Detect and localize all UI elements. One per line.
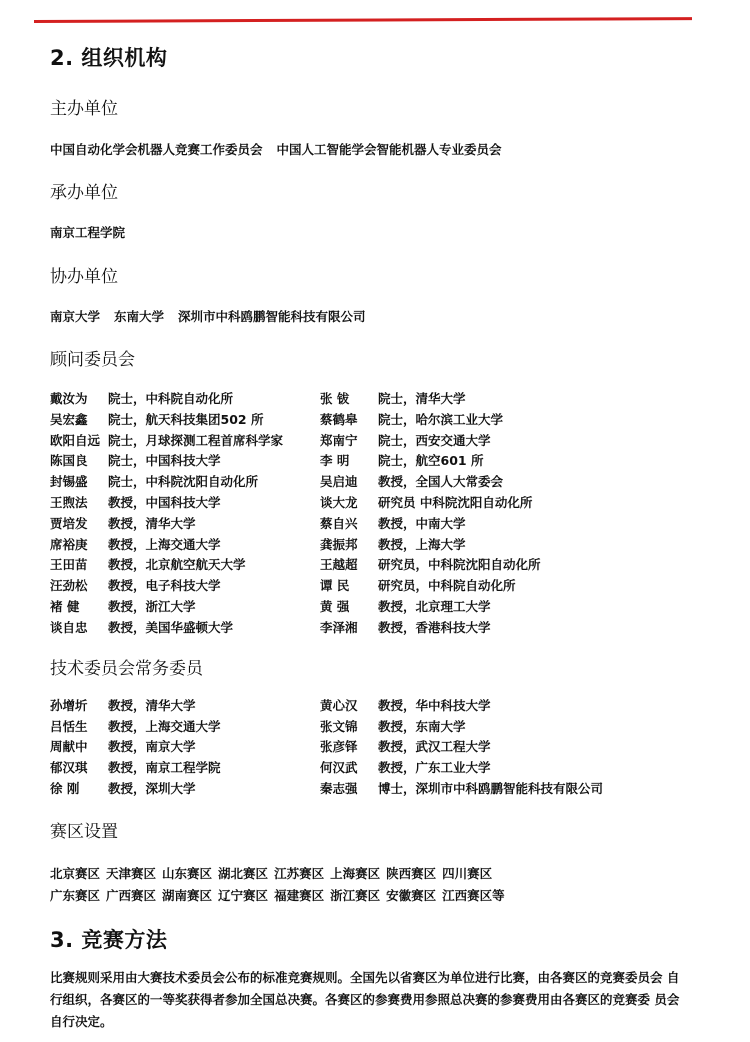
host-org: 中国人工智能学会智能机器人专业委员会 [276,142,502,157]
section-2-title: 2. 组织机构 [50,46,168,70]
regions-line-2 [50,886,511,904]
member-title: 院士，哈尔滨工业大学 [378,411,504,427]
member-title: 院士，中科院沈阳自动化所 [108,474,259,490]
region-item: 天津赛区 [106,866,157,881]
co-organizer-orgs [50,307,366,325]
member-name: 吕恬生 [50,718,88,734]
member-name: 汪劲松 [50,578,88,594]
regions-heading: 赛区设置 [50,822,118,842]
region-item: 辽宁赛区 [218,888,269,903]
member-title: 教授，清华大学 [108,515,196,531]
member-name: 欧阳自远 [50,432,101,448]
member-name: 郑南宁 [320,432,358,448]
member-title: 教授，全国人大常委会 [378,474,504,490]
member-title: 教授，上海交通大学 [108,718,221,734]
member-title: 教授，上海交通大学 [108,536,221,552]
member-name: 陈国良 [50,453,88,469]
organizer-org: 南京工程学院 [50,225,126,240]
region-item: 上海赛区 [330,866,381,881]
member-name: 孙增圻 [50,698,88,713]
member-title: 教授，电子科技大学 [108,578,221,594]
host-heading: 主办单位 [50,99,118,119]
member-title: 教授，华中科技大学 [378,698,491,713]
member-name: 郁汉琪 [50,760,88,776]
member-name: 张 钹 [320,391,350,406]
member-title: 教授，中国科技大学 [108,495,221,510]
member-name: 褚 健 [50,599,80,614]
competition-method-paragraph: 比赛规则采用由大赛技术委员会公布的标准竞赛规则。全国先以省赛区为单位进行比赛，由各赛区的竞赛委员会 自行组织，各赛区的一等奖获得者参加全国总决赛。各赛区的参赛费用参照总决赛的参赛费用由各赛区的竞赛委 员会自行决定。 [50,970,680,1029]
member-title: 教授，南京大学 [108,739,196,755]
member-name: 蔡自兴 [320,515,358,531]
member-title: 教授，美国华盛顿大学 [108,619,234,635]
member-title: 教授，广东工业大学 [378,760,491,776]
member-title: 教授，深圳大学 [108,780,196,796]
regions-line-1 [50,864,498,882]
section-3-title: 3. 竞赛方法 [50,928,168,952]
member-name: 谭 民 [320,578,350,594]
member-title: 教授，上海大学 [378,536,466,552]
co-organizer-org: 南京大学 [50,309,101,324]
member-title: 教授，东南大学 [378,718,466,734]
region-item: 四川赛区 [442,866,493,881]
co-organizer-org: 东南大学 [114,309,165,324]
member-name: 黄心汉 [320,698,358,713]
member-name: 吴宏鑫 [50,411,88,427]
region-item: 陕西赛区 [386,866,437,881]
member-title: 院士，月球探测工程首席科学家 [108,432,284,448]
member-name: 周献中 [50,739,88,755]
member-name: 王田苗 [50,557,88,573]
member-title: 博士，深圳市中科鸥鹏智能科技有限公司 [378,780,604,796]
region-item: 山东赛区 [162,866,213,881]
member-name: 封锡盛 [50,474,88,490]
region-item: 福建赛区 [274,888,325,903]
member-name: 戴汝为 [50,391,88,406]
member-title: 院士，航天科技集团502 所 [108,411,264,427]
member-title: 研究员 中科院沈阳自动化所 [378,495,533,510]
member-name: 秦志强 [320,780,358,796]
member-name: 张文锦 [320,718,358,734]
organizer-heading: 承办单位 [50,183,118,203]
region-item: 浙江赛区 [330,888,381,903]
member-name: 王越超 [320,557,358,573]
member-name: 张彦铎 [320,739,358,755]
member-title: 院士，清华大学 [378,391,466,406]
member-name: 蔡鹤皋 [320,411,358,427]
member-name: 龚振邦 [320,536,358,552]
member-name: 何汉武 [320,760,358,776]
member-title: 院士，西安交通大学 [378,432,491,448]
member-name: 谈自忠 [50,619,88,635]
member-name: 黄 强 [320,599,350,614]
advisory-heading: 顾问委员会 [50,350,135,370]
region-item: 湖北赛区 [218,866,269,881]
member-name: 吴启迪 [320,474,358,490]
member-title: 教授，香港科技大学 [378,619,491,635]
member-name: 王煦法 [50,495,88,510]
member-name: 谈大龙 [320,495,358,510]
member-name: 席裕庚 [50,536,88,552]
member-title: 研究员，中科院沈阳自动化所 [378,557,541,573]
region-item: 广东赛区 [50,888,101,903]
region-item: 北京赛区 [50,866,101,881]
member-title: 教授，南京工程学院 [108,760,221,776]
region-item: 江西赛区等 [442,888,505,903]
region-item: 湖南赛区 [162,888,213,903]
member-title: 院士，航空601 所 [378,453,484,469]
co-organizer-heading: 协办单位 [50,267,118,287]
member-title: 教授，北京理工大学 [378,599,491,614]
member-title: 教授，浙江大学 [108,599,196,614]
member-title: 研究员，中科院自动化所 [378,578,516,594]
header-rule [34,17,692,23]
host-org: 中国自动化学会机器人竞赛工作委员会 [50,142,263,157]
member-title: 教授，武汉工程大学 [378,739,491,755]
member-title: 院士，中科院自动化所 [108,391,234,406]
member-name: 徐 刚 [50,780,80,796]
host-orgs [50,140,502,158]
region-item: 江苏赛区 [274,866,325,881]
region-item: 广西赛区 [106,888,157,903]
member-name: 李泽湘 [320,619,358,635]
member-title: 教授，清华大学 [108,698,196,713]
member-name: 贾培发 [50,515,88,531]
member-title: 教授，北京航空航天大学 [108,557,246,573]
technical-heading: 技术委员会常务委员 [50,659,203,679]
co-organizer-org: 深圳市中科鸥鹏智能科技有限公司 [178,309,366,324]
member-title: 院士，中国科技大学 [108,453,221,469]
region-item: 安徽赛区 [386,888,437,903]
member-name: 李 明 [320,453,350,469]
member-title: 教授，中南大学 [378,515,466,531]
